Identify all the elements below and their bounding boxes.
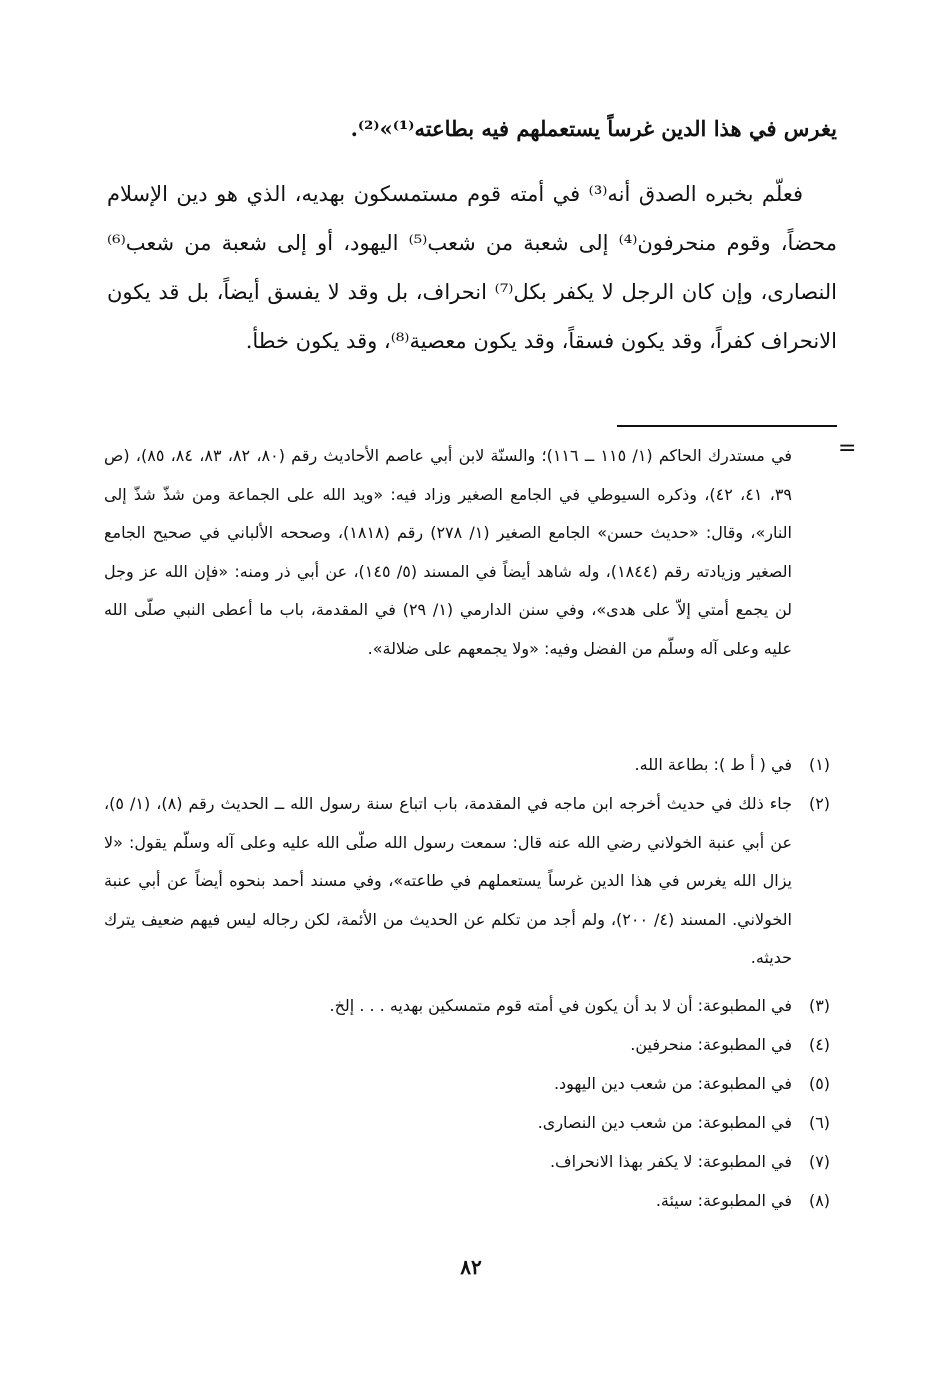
footnote-6	[104, 1104, 837, 1143]
footnote-2	[104, 785, 837, 978]
footnote-continuation-marker: =	[838, 436, 857, 461]
footnote-continuation	[104, 437, 792, 668]
footnote-number: (٢)	[808, 794, 831, 813]
footnote-text: في المطبوعة: من شعب دين اليهود.	[553, 1074, 792, 1093]
footnote-text: في المطبوعة: لا يكفر بهذا الانحراف.	[549, 1152, 792, 1171]
footnote-number: (٨)	[808, 1191, 831, 1210]
footnote-number: (٤)	[808, 1035, 831, 1054]
footnote-number: (٦)	[808, 1113, 831, 1132]
footnote-continuation-text: في مستدرك الحاكم (١/ ١١٥ ــ ١١٦)؛ والسنّة لابن أبي عاصم الأحاديث رقم (٨٠، ٨٢، ٨٣، ٨٤، ٨٥)، (ص ٣٩، ٤١، ٤٢)، وذكره السيوطي في الجامع الصغير وزاد فيه: «ويد الله على الجماعة ومن شذّ شذّ إلى النار»، وقال: «حديث حسن» الجامع الصغير (١/ ٢٧٨) رقم (١٨١٨)، وصححه الألباني في صحيح الجامع الصغير وزيادته رقم (١٨٤٤)، وله شاهد أيضاً في المسند (٥/ ١٤٥)، عن أبي ذر ومنه: «فإن الله عز وجل لن يجمع أمتي إلاّ على هدى»، وفي سنن الدارمي (١/ ٢٩) في المقدمة، باب ما أعطى النبي صلّى الله عليه وعلى آله وسلّم من الفضل وفيه: «ولا يجمعهم على ضلالة».	[104, 446, 793, 658]
footnote-text: في ( أ ط ): بطاعة الله.	[634, 755, 792, 774]
footnote-text: في المطبوعة: سيئة.	[655, 1191, 792, 1210]
footnote-text: في المطبوعة: منحرفين.	[630, 1035, 792, 1054]
footnote-number: (١)	[808, 755, 831, 774]
page-number: ٨٢	[460, 1255, 482, 1279]
footnote-text: جاء ذلك في حديث أخرجه ابن ماجه في المقدمة، باب اتباع سنة رسول الله ــ الحديث رقم (٨)، (١/ ٥)، عن أبي عنبة الخولاني رضي الله عنه قال: سمعت رسول الله صلّى الله عليه وعلى آله وسلّم يقول: «لا يزال الله يغرس في هذا الدين غرساً يستعملهم في طاعته»، وفي مسند أحمد بنحوه أيضاً عن أبي عنبة الخولاني. المسند (٤/ ٢٠٠)، ولم أجد من تكلم عن الحديث من الأئمة، لكن رجاله ليس فيهم ضعيف يترك حديثه.	[104, 794, 793, 967]
footnote-3	[104, 987, 837, 1026]
main-paragraph-text: فعلّم بخبره الصدق أنه⁽³⁾ في أمته قوم مستمسكون بهديه، الذي هو دين الإسلام محضاً، وقوم منحرفون⁽⁴⁾ إلى شعبة من شعب⁽⁵⁾ اليهود، أو إلى شعبة من شعب⁽⁶⁾ النصارى، وإن كان الرجل لا يكفر بكل⁽⁷⁾ انحراف، بل وقد لا يفسق أيضاً، بل قد يكون الانحراف كفراً، وقد يكون فسقاً، وقد يكون معصية⁽⁸⁾، وقد يكون خطأ.	[107, 182, 838, 353]
main-text-line1: يغرس في هذا الدين غرساً يستعملهم فيه بطاعته⁽¹⁾»⁽²⁾.	[350, 116, 837, 141]
footnote-number: (٥)	[808, 1074, 831, 1093]
footnote-4	[104, 1026, 837, 1065]
footnote-8	[104, 1182, 837, 1221]
footnote-text: في المطبوعة: أن لا بد أن يكون في أمته قوم متمسكين بهديه . . . إلخ.	[329, 996, 792, 1015]
footnote-1	[104, 746, 837, 785]
footnote-text: في المطبوعة: من شعب دين النصارى.	[537, 1113, 792, 1132]
footnote-5	[104, 1065, 837, 1104]
footnote-number: (٧)	[808, 1152, 831, 1171]
footnote-7	[104, 1143, 837, 1182]
footnote-number: (٣)	[808, 996, 831, 1015]
main-paragraph	[107, 170, 837, 366]
footnote-separator	[617, 425, 837, 427]
